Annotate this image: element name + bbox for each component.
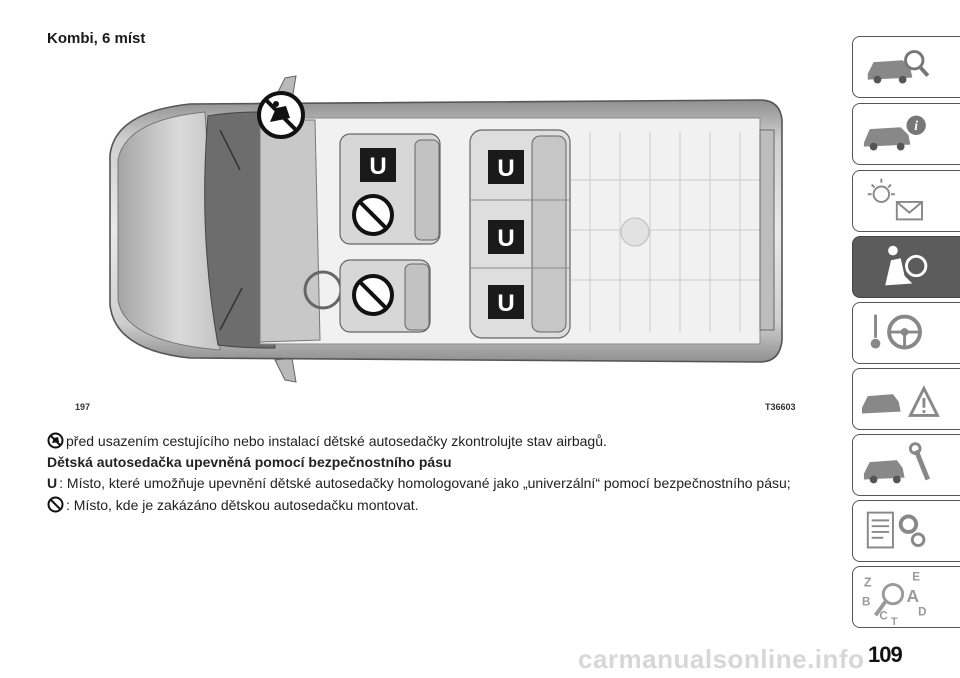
svg-text:U: U — [497, 155, 515, 182]
tab-car-info[interactable] — [852, 103, 960, 165]
forbidden-legend-text: : Místo, kde je zakázáno dětskou autosedačku montovat. — [66, 496, 419, 513]
airbag-warning-icon — [259, 93, 303, 137]
alphabet-index-icon — [853, 567, 960, 627]
tab-car-search[interactable] — [852, 36, 960, 98]
seat-mark-u-rear-right — [488, 285, 524, 319]
svg-text:C: C — [879, 609, 888, 623]
tab-technical-data[interactable] — [852, 500, 960, 562]
seat-mark-u-front-left — [360, 148, 396, 182]
tab-emergency[interactable] — [852, 368, 960, 430]
svg-text:U: U — [369, 153, 387, 180]
svg-text:E: E — [912, 570, 921, 584]
airbag-off-icon — [47, 432, 64, 449]
tab-maintenance[interactable] — [852, 434, 960, 496]
prohibited-seat-front-middle-icon — [354, 196, 392, 234]
universal-key: U — [47, 475, 58, 491]
car-wrench-icon — [853, 435, 960, 495]
seat-mark-u-rear-center — [488, 220, 524, 254]
page-number: 109 — [868, 642, 902, 667]
svg-text:B: B — [861, 595, 871, 609]
svg-text:U: U — [497, 290, 515, 317]
section-title: Dětská autosedačka upevněná pomocí bezpečnostního pásu — [47, 454, 452, 470]
page-heading: Kombi, 6 míst — [47, 30, 146, 47]
chapter-tabs — [852, 0, 960, 678]
svg-text:i: i — [914, 118, 919, 134]
svg-text:D: D — [918, 605, 927, 619]
airbag-note-text: před usazením cestujícího nebo instalací dětské autosedačky zkontrolujte stav airbagů. — [66, 432, 607, 449]
figure-number: 197 — [75, 402, 91, 412]
universal-legend — [47, 475, 791, 491]
figure-code: T36603 — [765, 402, 796, 412]
document-gears-icon — [853, 501, 960, 561]
tab-warning-lights[interactable] — [852, 170, 960, 232]
svg-text:A: A — [906, 585, 920, 606]
svg-text:Z: Z — [863, 575, 872, 590]
prohibited-icon — [47, 496, 64, 513]
car-crash-warning-icon — [853, 369, 960, 429]
forbidden-legend — [47, 496, 419, 513]
svg-text:T: T — [891, 616, 898, 627]
steering-wheel-icon — [853, 303, 960, 363]
prohibited-seat-front-right-icon — [354, 276, 392, 314]
svg-text:U: U — [497, 225, 515, 252]
vehicle-top-view-figure — [70, 60, 810, 415]
airbag-note — [47, 432, 607, 449]
watermark: carmanualsonline.info — [578, 644, 865, 674]
warning-lights-message-icon — [853, 171, 960, 231]
tab-safety[interactable] — [852, 236, 960, 298]
universal-legend-text: : Místo, které umožňuje upevnění dětské autosedačky homologované jako „univerzální“ pomocí bezpečnostního pásu; — [59, 475, 791, 491]
car-search-icon — [853, 37, 960, 97]
seat-mark-u-rear-left — [488, 150, 524, 184]
tab-driving[interactable] — [852, 302, 960, 364]
seat-airbag-icon — [853, 237, 960, 297]
car-info-icon — [853, 104, 960, 164]
tab-index[interactable] — [852, 566, 960, 628]
